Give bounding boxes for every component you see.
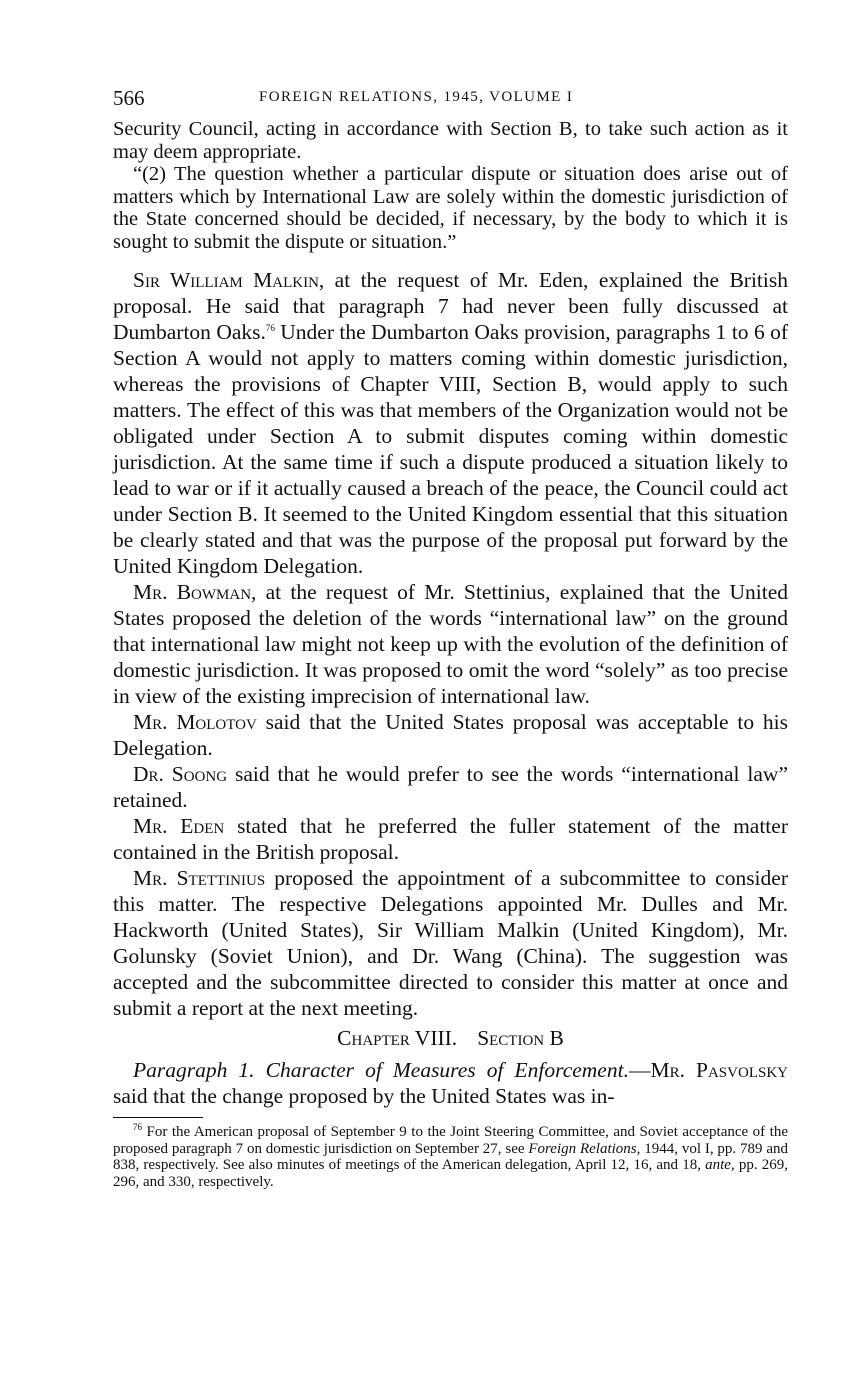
paragraph-eden: Mr. Eden stated that he preferred the fuller statement of the matter contained in the British proposal. [113, 814, 788, 864]
speaker-name: Dr. Soong [133, 762, 228, 786]
document-page [113, 88, 788, 1190]
section-heading [113, 1025, 788, 1051]
paragraph-soong: Dr. Soong said that he would prefer to see the words “international law” retained. [113, 762, 788, 812]
footnote-reference: 76 [265, 322, 275, 333]
speaker-name: Mr. Bowman [133, 580, 252, 604]
footnote-divider [113, 1117, 203, 1118]
paragraph-malkin: Sir William Malkin, at the request of Mr. Eden, explained the British proposal. He said that paragraph 7 had never been fully discussed at Dumbarton Oaks.$^{76}$ Under the Dumbarton Oaks provision, paragraphs 1 to 6 of Section A would not apply to matters coming within domestic jurisdiction, whereas the provisions of Chapter VIII, Section B, would apply to such matters. The effect of this was that members of the Organization would not be obligated under Section A to submit disputes coming within domestic jurisdiction. At the same time if such a dispute produced a situation likely to lead to war or if it actually caused a breach of the peace, the Council could act under Section B. It seemed to the United Kingdom essential that this situation be clearly stated and that was the purpose of the proposal put forward by the United Kingdom Delegation. [113, 268, 788, 578]
speaker-name: Mr. Molotov [133, 710, 257, 734]
section-label: Section B [477, 1026, 564, 1050]
speaker-name: Sir William Malkin [133, 268, 319, 292]
speaker-name: Mr. Stettinius [133, 866, 266, 890]
quoted-text [113, 118, 788, 253]
quote-paragraph: Security Council, acting in accordance with Section B, to take such action as it may deem appropriate. [113, 118, 788, 163]
footnote: $^{76}$ For the American proposal of September 9 to the Joint Steering Committee, and Soviet acceptance of the proposed paragraph 7 on domestic jurisdiction on September 27, see Foreign Relations, 1944, vol I, pp. 789 and 838, respectively. See also minutes of meetings of the American delegation, April 12, 16, and 18, ante, pp. 269, 296, and 330, respectively. [113, 1122, 789, 1190]
page-header [113, 88, 788, 118]
running-title: FOREIGN RELATIONS, 1945, VOLUME I [259, 89, 574, 105]
paragraph-pasvolsky: Paragraph 1. Character of Measures of Enforcement.—Mr. Pasvolsky said that the change proposed by the United States was in- [113, 1058, 788, 1108]
paragraph-label: Paragraph 1. Character of Measures of Enforcement. [133, 1058, 629, 1082]
speaker-name: Mr. Pasvolsky [650, 1058, 788, 1082]
footnote-number: 76 [133, 1122, 142, 1132]
paragraph-stettinius: Mr. Stettinius proposed the appointment of a subcommittee to consider this matter. The respective Delegations appointed Mr. Dulles and Mr. Hackworth (United States), Sir William Malkin (United Kingdom), Mr. Golunsky (Soviet Union), and Dr. Wang (China). The suggestion was accepted and the subcommittee directed to consider this matter at once and submit a report at the next meeting. [113, 866, 788, 1020]
paragraph-bowman: Mr. Bowman, at the request of Mr. Stettinius, explained that the United States proposed the deletion of the words “international law” on the ground that international law might not keep up with the evolution of the definition of domestic jurisdiction. It was proposed to omit the word “solely” as too precise in view of the existing imprecision of international law. [113, 580, 788, 708]
speaker-name: Mr. Eden [133, 814, 225, 838]
chapter-label: Chapter VIII. [337, 1026, 458, 1050]
paragraph-molotov: Mr. Molotov said that the United States proposal was acceptable to his Delegation. [113, 710, 789, 760]
minutes-body [113, 267, 788, 1109]
page-number: 566 [113, 86, 145, 110]
quote-paragraph: “(2) The question whether a particular dispute or situation does arise out of matters which by International Law are solely within the domestic jurisdiction of the State concerned should be decided, if necessary, by the body to which it is sought to submit the dispute or situation.” [113, 163, 788, 253]
